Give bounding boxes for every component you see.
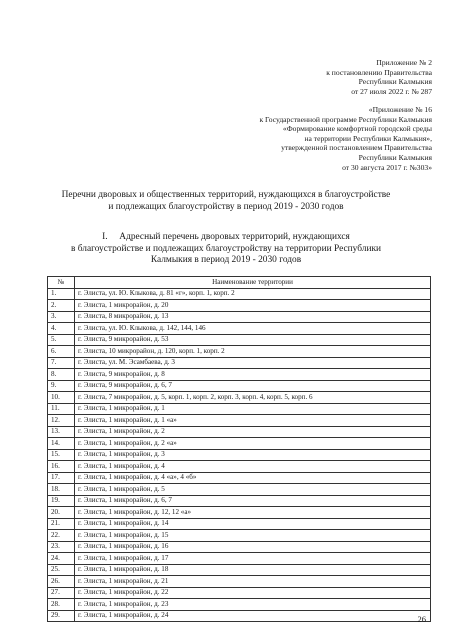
territory-name: г. Элиста, 7 микрорайон, д. 5, корп. 1, корп. 2, корп. 3, корп. 4, корп. 5, корп. 6 <box>75 392 431 404</box>
territory-name: г. Элиста, 1 микрорайон, д. 23 <box>75 599 431 611</box>
column-header-name: Наименование территории <box>75 277 431 289</box>
section-line: Калмыкия в период 2019 - 2030 годов <box>150 255 302 265</box>
row-number: 21. <box>48 518 75 530</box>
page-number: 26 <box>417 614 426 624</box>
row-number: 10. <box>48 392 75 404</box>
territory-name: г. Элиста, 1 микрорайон, д. 4 «а», 4 «б» <box>75 472 431 484</box>
row-number: 20. <box>48 507 75 519</box>
row-number: 4. <box>48 323 75 335</box>
table-row <box>48 553 431 565</box>
title-line: и подлежащих благоустройству в период 2019 - 2030 годов <box>108 201 344 212</box>
territories-table <box>47 276 431 622</box>
territory-name: г. Элиста, ул. Ю. Клыкова, д. 142, 144, 146 <box>75 323 431 335</box>
table-row <box>48 530 431 542</box>
row-number: 15. <box>48 449 75 461</box>
row-number: 22. <box>48 530 75 542</box>
program-line: Республики Калмыкия <box>358 152 432 162</box>
row-number: 9. <box>48 380 75 392</box>
row-number: 29. <box>48 610 75 622</box>
table-body <box>48 288 431 622</box>
territory-name: г. Элиста, 9 микрорайон, д. 53 <box>75 334 431 346</box>
program-line: утвержденной постановлением Правительства <box>281 143 432 153</box>
document-title <box>30 190 422 213</box>
table-row <box>48 472 431 484</box>
table-header-row <box>48 277 431 289</box>
row-number: 24. <box>48 553 75 565</box>
program-line: на территории Республики Калмыкия», <box>304 133 432 143</box>
table-row <box>48 415 431 427</box>
table-row <box>48 610 431 622</box>
section-line: в благоустройстве и подлежащих благоустройству на территории Республики <box>70 243 382 254</box>
table-row <box>48 426 431 438</box>
row-number: 26. <box>48 576 75 588</box>
territory-name: г. Элиста, 1 микрорайон, д. 2 <box>75 426 431 438</box>
territory-name: г. Элиста, 1 микрорайон, д. 16 <box>75 541 431 553</box>
section-title <box>30 232 422 267</box>
table-row <box>48 323 431 335</box>
row-number: 7. <box>48 357 75 369</box>
appendix-line: Республики Калмыкия <box>358 77 432 87</box>
row-number: 2. <box>48 300 75 312</box>
table-row <box>48 334 431 346</box>
table-row <box>48 403 431 415</box>
appendix-line: Приложение № 2 <box>376 58 432 67</box>
row-number: 23. <box>48 541 75 553</box>
territory-name: г. Элиста, 10 микрорайон, д. 120, корп. 1, корп. 2 <box>75 346 431 358</box>
territory-name: г. Элиста, 8 микрорайон, д. 13 <box>75 311 431 323</box>
table-row <box>48 380 431 392</box>
territory-name: г. Элиста, 1 микрорайон, д. 24 <box>75 610 431 622</box>
title-line: Перечни дворовых и общественных территорий, нуждающихся в благоустройстве <box>61 190 391 200</box>
appendix-line: к постановлению Правительства <box>326 67 432 77</box>
table-row <box>48 357 431 369</box>
program-line: «Формирование комфортной городской среды <box>282 124 432 134</box>
table-row <box>48 564 431 576</box>
table-row <box>48 311 431 323</box>
table-row <box>48 288 431 300</box>
row-number: 18. <box>48 484 75 496</box>
territory-name: г. Элиста, 1 микрорайон, д. 14 <box>75 518 431 530</box>
row-number: 8. <box>48 369 75 381</box>
table-row <box>48 392 431 404</box>
territory-name: г. Элиста, 9 микрорайон, д. 6, 7 <box>75 380 431 392</box>
appendix-line: от 27 июля 2022 г. № 287 <box>351 86 432 96</box>
row-number: 6. <box>48 346 75 358</box>
table-row <box>48 438 431 450</box>
territory-name: г. Элиста, 1 микрорайон, д. 22 <box>75 587 431 599</box>
table-row <box>48 461 431 473</box>
row-number: 1. <box>48 288 75 300</box>
territory-name: г. Элиста, 1 микрорайон, д. 5 <box>75 484 431 496</box>
row-number: 12. <box>48 415 75 427</box>
row-number: 14. <box>48 438 75 450</box>
row-number: 16. <box>48 461 75 473</box>
territory-name: г. Элиста, 1 микрорайон, д. 4 <box>75 461 431 473</box>
row-number: 25. <box>48 564 75 576</box>
table-row <box>48 495 431 507</box>
territory-name: г. Элиста, 1 микрорайон, д. 2 «а» <box>75 438 431 450</box>
territory-name: г. Элиста, 1 микрорайон, д. 12, 12 «а» <box>75 507 431 519</box>
appendix-reference <box>326 58 432 96</box>
territory-name: г. Элиста, 1 микрорайон, д. 1 <box>75 403 431 415</box>
table-row <box>48 576 431 588</box>
table-row <box>48 300 431 312</box>
table-row <box>48 587 431 599</box>
table-row <box>48 518 431 530</box>
section-line: I. Адресный перечень дворовых территорий, нуждающихся <box>102 232 350 242</box>
territory-name: г. Элиста, 1 микрорайон, д. 6, 7 <box>75 495 431 507</box>
row-number: 3. <box>48 311 75 323</box>
program-line: от 30 августа 2017 г. №303» <box>342 162 432 172</box>
table-row <box>48 484 431 496</box>
table-row <box>48 599 431 611</box>
row-number: 19. <box>48 495 75 507</box>
territory-name: г. Элиста, ул. М. Эсамбаева, д. 3 <box>75 357 431 369</box>
program-line: «Приложение № 16 <box>368 105 432 114</box>
territory-name: г. Элиста, 1 микрорайон, д. 20 <box>75 300 431 312</box>
table-row <box>48 369 431 381</box>
territory-name: г. Элиста, 1 микрорайон, д. 1 «а» <box>75 415 431 427</box>
territory-name: г. Элиста, ул. Ю. Клыкова, д. 81 «г», корп. 1, корп. 2 <box>75 288 431 300</box>
territory-name: г. Элиста, 1 микрорайон, д. 3 <box>75 449 431 461</box>
program-line: к Государственной программе Республики Калмыкия <box>259 114 432 124</box>
program-reference <box>259 105 432 172</box>
column-header-number: № <box>48 277 75 289</box>
territory-name: г. Элиста, 1 микрорайон, д. 17 <box>75 553 431 565</box>
territory-name: г. Элиста, 9 микрорайон, д. 8 <box>75 369 431 381</box>
territory-name: г. Элиста, 1 микрорайон, д. 18 <box>75 564 431 576</box>
row-number: 17. <box>48 472 75 484</box>
row-number: 13. <box>48 426 75 438</box>
table-row <box>48 541 431 553</box>
territory-name: г. Элиста, 1 микрорайон, д. 21 <box>75 576 431 588</box>
row-number: 11. <box>48 403 75 415</box>
row-number: 28. <box>48 599 75 611</box>
row-number: 27. <box>48 587 75 599</box>
row-number: 5. <box>48 334 75 346</box>
table-row <box>48 449 431 461</box>
table-row <box>48 346 431 358</box>
table-row <box>48 507 431 519</box>
territory-name: г. Элиста, 1 микрорайон, д. 15 <box>75 530 431 542</box>
